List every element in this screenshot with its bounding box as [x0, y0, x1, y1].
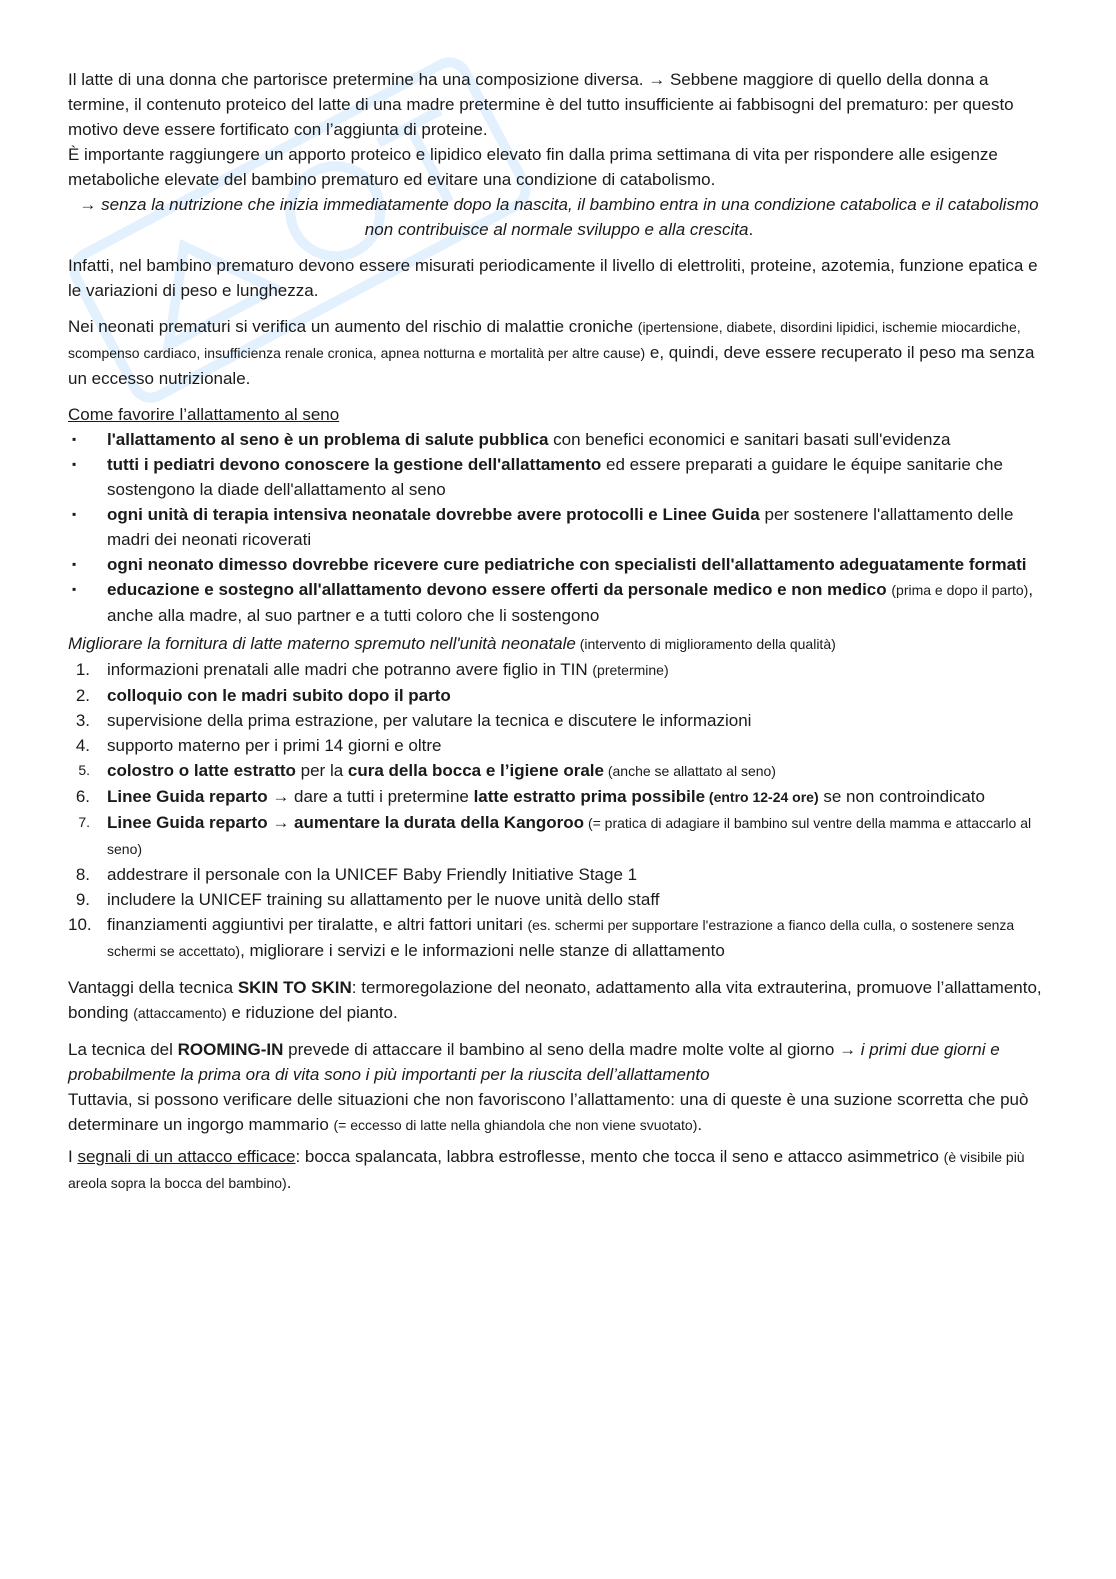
item-number: 1. — [75, 660, 90, 679]
item-number: 8. — [75, 865, 90, 884]
arrow-icon: → — [79, 195, 97, 214]
infatti-paragraph: Infatti, nel bambino prematuro devono essere misurati periodicamente il livello di elettroliti, proteine, azotemia, funzione epatica e le variazioni di peso e lunghezza. — [68, 256, 1038, 300]
migliorare-heading: Migliorare la fornitura di latte materno spremuto nell'unità neonatale (intervento di miglioramento della qualità) — [68, 634, 836, 653]
favorire-list-item: ▪ ogni unità di terapia intensiva neonatale dovrebbe avere protocolli e Linee Guida per sostenere l'allattamento delle madri dei neonati ricoverati — [68, 502, 1050, 552]
arrow-icon: → — [267, 813, 295, 832]
migliorare-list-item: 9. includere la UNICEF training su allattamento per le nuove unità dello staff — [68, 887, 1050, 912]
segnali-paragraph: I segnali di un attacco efficace: bocca spalancata, labbra estroflesse, mento che tocca il seno e attacco asimmetrico (è visibile più areola sopra la bocca del bambino). — [68, 1147, 1025, 1192]
arrow-icon: → — [267, 787, 295, 806]
arrow-icon: → — [648, 70, 666, 89]
item-number: 5. — [78, 762, 90, 778]
item-number: 9. — [75, 890, 90, 909]
document-body — [68, 67, 1050, 1196]
favorire-list — [68, 427, 1050, 628]
bullet-icon: ▪ — [72, 457, 77, 471]
intro-text-a: Il latte di una donna che partorisce pretermine ha una composizione diversa. — [68, 70, 649, 89]
migliorare-list-item: 1. informazioni prenatali alle madri che potranno avere figlio in TIN (pretermine) — [68, 657, 1050, 683]
favorire-heading: Come favorire l’allattamento al seno — [68, 405, 340, 424]
migliorare-list-item: 3. supervisione della prima estrazione, per valutare la tecnica e discutere le informazioni — [68, 708, 1050, 733]
item-number: 4. — [75, 736, 90, 755]
favorire-list-item: ▪ educazione e sostegno all'allattamento devono essere offerti da personale medico e non medico (prima e dopo il parto), anche alla madre, al suo partner e a tutti coloro che li sostengono — [68, 577, 1050, 628]
item-number: 2. — [75, 686, 90, 705]
migliorare-list-item: 8. addestrare il personale con la UNICEF Baby Friendly Initiative Stage 1 — [68, 862, 1050, 887]
bullet-icon: ▪ — [72, 507, 77, 521]
rooming-in-paragraph: La tecnica del ROOMING-IN prevede di attaccare il bambino al seno della madre molte volte al giorno → i primi due giorni e probabilmente la prima ora di vita sono i più importanti per la riuscita dell’allattamento — [68, 1040, 1000, 1084]
bullet-icon: ▪ — [72, 432, 77, 446]
intro-text-b: Sebbene maggiore di quello della donna a termine, il contenuto proteico del latte di una madre pretermine è del tutto insufficiente ai fabbisogni del prematuro: per questo motivo deve essere fortificato con l’aggiunta di proteine. — [68, 70, 1014, 139]
migliorare-list-item: 5. colostro o latte estratto per la cura della bocca e l’igiene orale (anche se allattato al seno) — [68, 758, 1050, 784]
bullet-icon: ▪ — [72, 582, 77, 596]
item-number: 3. — [75, 711, 90, 730]
migliorare-list-item: 4. supporto materno per i primi 14 giorni e oltre — [68, 733, 1050, 758]
item-number: 10. — [68, 915, 92, 934]
item-number: 7. — [78, 814, 90, 830]
chronic-diseases-note: (ipertensione, diabete, disordini lipidici, ischemie miocardiche, scompenso cardiaco, insufficienza renale cronica, apnea notturna e mortalità per altre cause) — [68, 319, 1021, 361]
favorire-list-item: ▪ l'allattamento al seno è un problema di salute pubblica con benefici economici e sanitari basati sull'evidenza — [68, 427, 1050, 452]
chronic-risk-paragraph: Nei neonati prematuri si verifica un aumento del rischio di malattie croniche (ipertensione, diabete, disordini lipidici, ischemie miocardiche, scompenso cardiaco, insufficienza renale cronica, apnea notturna e mortalità per altre cause) e, quindi, deve essere recuperato il peso ma senza un eccesso nutrizionale. — [68, 317, 1035, 388]
migliorare-list-item: 6. Linee Guida reparto → dare a tutti i pretermine latte estratto prima possibile (entro 12-24 ore) se non controindicato — [68, 784, 1050, 810]
migliorare-list-item: 2. colloquio con le madri subito dopo il parto — [68, 683, 1050, 708]
intro-paragraph — [68, 67, 1050, 142]
catabolism-note: → senza la nutrizione che inizia immediatamente dopo la nascita, il bambino entra in una condizione catabolica e il catabolismo non contribuisce al normale sviluppo e alla crescita. — [79, 195, 1039, 239]
favorire-list-item: ▪ tutti i pediatri devono conoscere la gestione dell'allattamento ed essere preparati a guidare le équipe sanitarie che sostengono la diade dell'allattamento al seno — [68, 452, 1050, 502]
migliorare-list — [68, 657, 1050, 964]
bullet-icon: ▪ — [72, 557, 77, 571]
migliorare-list-item: 10. finanziamenti aggiuntivi per tiralatte, e altri fattori unitari (es. schermi per supportare l'estrazione a fianco della culla, o sostenere senza schermi se accettato), migliorare i servizi e le informazioni nelle stanze di allattamento — [68, 912, 1050, 964]
ingorgo-paragraph: Tuttavia, si possono verificare delle situazioni che non favoriscono l’allattamento: una di queste è una suzione scorretta che può determinare un ingorgo mammario (= eccesso di latte nella ghiandola che non viene svuotato). — [68, 1090, 1029, 1134]
protein-paragraph: È importante raggiungere un apporto proteico e lipidico elevato fin dalla prima settimana di vita per rispondere alle esigenze metaboliche elevate del bambino prematuro ed evitare una condizione di catabolismo. — [68, 145, 998, 189]
favorire-list-item: ▪ ogni neonato dimesso dovrebbe ricevere cure pediatriche con specialisti dell'allattamento adeguatamente formati — [68, 552, 1050, 577]
skin-to-skin-paragraph: Vantaggi della tecnica SKIN TO SKIN: termoregolazione del neonato, adattamento alla vita extrauterina, promuove l’allattamento, bonding (attaccamento) e riduzione del pianto. — [68, 978, 1042, 1022]
arrow-icon: → — [839, 1040, 857, 1059]
migliorare-list-item: 7. Linee Guida reparto → aumentare la durata della Kangoroo (= pratica di adagiare il bambino sul ventre della mamma e attaccarlo al seno) — [68, 810, 1050, 862]
item-number: 6. — [75, 787, 90, 806]
catabolism-text: senza la nutrizione che inizia immediatamente dopo la nascita, il bambino entra in una condizione catabolica e il catabolismo non contribuisce al normale sviluppo e alla crescita — [101, 195, 1039, 239]
